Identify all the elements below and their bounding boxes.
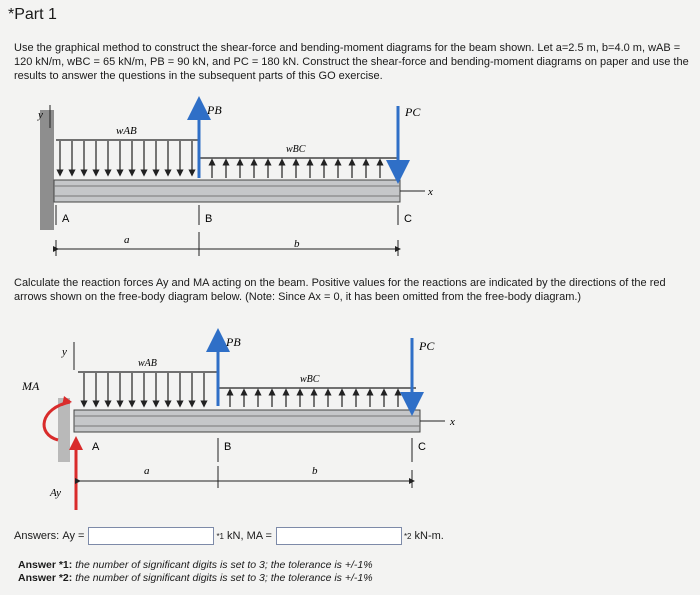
fbd-beam — [74, 410, 420, 432]
wab-label: wAB — [116, 125, 137, 137]
answers-row — [14, 527, 444, 545]
fbd-point-b-label: B — [224, 441, 232, 453]
answer-note-1: Answer *1: the number of significant digits is set to 3; the tolerance is +/-1% — [18, 559, 373, 571]
wbc-label: wBC — [286, 144, 306, 155]
fbd-y-axis-label: y — [62, 346, 67, 358]
point-c-label: C — [404, 213, 412, 225]
ay-answer-label: Ay = — [62, 530, 85, 542]
ay-answer-input[interactable] — [88, 527, 214, 545]
fbd-dimension-a-label: a — [144, 465, 150, 477]
answers-label: Answers: — [14, 530, 60, 542]
pc-label: PC — [405, 105, 421, 119]
distributed-load-wab — [56, 140, 200, 173]
fbd-distributed-load-wbc — [218, 388, 416, 407]
answer-note-2: Answer *2: the number of significant digits is set to 3; the tolerance is +/-1% — [18, 572, 373, 584]
problem-statement: Use the graphical method to construct the shear-force and bending-moment diagrams for the beam shown. Let a=2.5 m, b=4.0 m, wAB = 120 kN/m, wBC = 65 kN/m, PB = 90 kN, and PC = 180 kN. Construct the shear-force and bending-moment diagrams on paper and use the results to answer the questions in the subsequent parts of this GO exercise. — [14, 42, 689, 82]
answer-marker-2: *2 — [403, 531, 412, 541]
part-title: *Part 1 — [8, 6, 57, 23]
ay-label: Ay — [50, 487, 61, 499]
x-axis-label: x — [428, 186, 433, 198]
fbd-wbc-label: wBC — [300, 374, 320, 385]
ma-label: MA — [22, 379, 40, 393]
ay-unit: kN, — [227, 530, 244, 542]
dimension-b-label: b — [294, 238, 300, 250]
fbd-point-a-label: A — [92, 441, 100, 453]
pb-label: PB — [207, 103, 222, 117]
point-a-label: A — [62, 213, 70, 225]
fbd-pb-label: PB — [226, 335, 241, 349]
fbd-wab-label: wAB — [138, 358, 157, 369]
ma-unit: kN-m. — [414, 530, 444, 542]
distributed-load-wbc — [200, 158, 398, 178]
point-b-label: B — [205, 213, 213, 225]
fbd-x-axis-label: x — [450, 416, 455, 428]
fbd-pc-label: PC — [419, 339, 435, 353]
dimension-a-label: a — [124, 234, 130, 246]
y-axis-label: y — [38, 109, 43, 121]
answer-marker-1: *1 — [216, 531, 224, 541]
fixed-support-wall — [40, 110, 54, 230]
ma-answer-label: MA = — [246, 530, 272, 542]
fbd-point-c-label: C — [418, 441, 426, 453]
reactions-instructions: Calculate the reaction forces Ay and MA acting on the beam. Positive values for the reactions are indicated by the directions of the red arrows shown on the free-body diagram below. (Note: Since Ax = 0, it has been omitted from the free-body diagram.) — [14, 277, 666, 303]
fbd-cut-wall — [58, 398, 70, 462]
beam — [54, 180, 400, 202]
ma-answer-input[interactable] — [276, 527, 402, 545]
fbd-dimension-b-label: b — [312, 465, 318, 477]
fbd-distributed-load-wab — [78, 372, 218, 404]
